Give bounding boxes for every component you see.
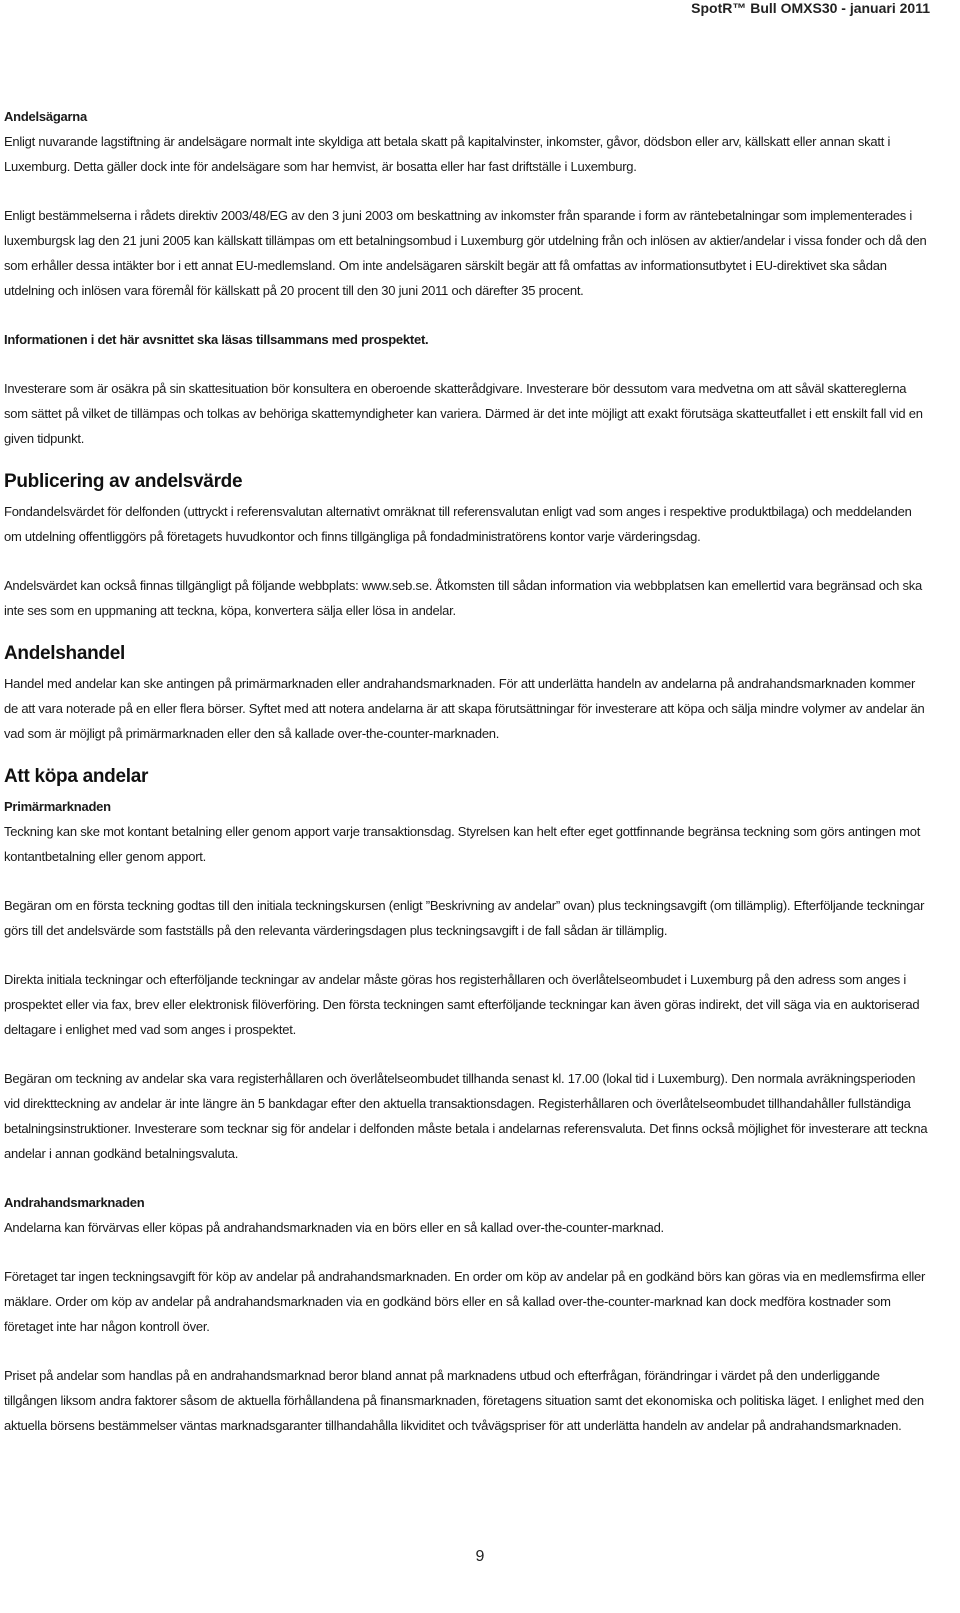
andelsagarna-paragraph-1: Enligt nuvarande lagstiftning är andelsägare normalt inte skyldiga att betala skatt på kapitalvinster, inkomster, gåvor, dödsbon eller arv, källskatt eller annan skatt i Luxemburg. Detta gäller dock inte för andelsägare som har hemvist, är bosatta eller har fast driftställe i Luxemburg. (4, 134, 891, 174)
publicering-paragraph-2: Andelsvärdet kan också finnas tillgängligt på följande webbplats: www.seb.se. Åtkomsten till sådan information via webbplatsen kan emellertid vara begränsad och ska inte ses som en uppmaning att teckna, köpa, konvertera sälja eller lösa in andelar. (4, 578, 922, 618)
publicering-heading: Publicering av andelsvärde (4, 471, 243, 492)
andrahandsmarknaden-paragraph-2: Företaget tar ingen teckningsavgift för köp av andelar på andrahandsmarknaden. En order om köp av andelar på en godkänd börs kan göras via en medlemsfirma eller mäklare. Order om köp av andelar på andrahandsmarknaden via en godkänd börs eller en så kallad over-the-counter-marknad kan dock medföra kostnader som företaget inte har någon kontroll över. (4, 1269, 926, 1334)
att-kopa-heading: Att köpa andelar (4, 766, 149, 787)
page-header: SpotR™ Bull OMXS30 - januari 2011 (691, 0, 930, 16)
page-number: 9 (475, 1548, 485, 1565)
andrahandsmarknaden-subheading: Andrahandsmarknaden (4, 1195, 145, 1210)
page-content (4, 104, 929, 1438)
andelsagarna-notice: Informationen i det här avsnittet ska läsas tillsammans med prospektet. (4, 332, 429, 347)
andelsagarna-paragraph-2: Enligt bestämmelserna i rådets direktiv 2003/48/EG av den 3 juni 2003 om beskattning av inkomster från sparande i form av räntebetalningar som implementerades i luxemburgsk lag den 21 juni 2005 kan källskatt tillämpas om ett betalningsombud i Luxemburg gör utdelning från och inlösen av aktier/andelar i vissa fonder och då den som erhåller dessa intäkter bor i ett annat EU-medlemsland. Om inte andelsägaren särskilt begär att få omfattas av informationsutbytet i EU-direktivet ska sådan utdelning och inlösen vara föremål för källskatt på 20 procent till den 30 juni 2011 och därefter 35 procent. (4, 208, 927, 298)
primarmarknaden-paragraph-1: Teckning kan ske mot kontant betalning eller genom apport varje transaktionsdag. Styrelsen kan helt efter eget gottfinnande begränsa teckning som görs antingen mot kontantbetalning eller genom apport. (4, 824, 921, 864)
andelshandel-paragraph-1: Handel med andelar kan ske antingen på primärmarknaden eller andrahandsmarknaden. För att underlätta handeln av andelarna på andrahandsmarknaden kommer de att vara noterade på en eller flera börser. Syftet med att notera andelarna är att skapa förutsättningar för investerare att köpa och sälja mindre volymer av andelar än vad som är möjligt på primärmarknaden eller den så kallade over-the-counter-marknaden. (4, 676, 925, 741)
primarmarknaden-paragraph-3: Direkta initiala teckningar och efterföljande teckningar av andelar måste göras hos registerhållaren och överlåtelseombudet i Luxemburg på den adress som anges i prospektet eller via fax, brev eller elektronisk filöverföring. Den första teckningen samt efterföljande teckningar kan även göras indirekt, det vill säga via en auktoriserad deltagare i enlighet med vad som anges i prospektet. (4, 972, 920, 1037)
andelsagarna-paragraph-4: Investerare som är osäkra på sin skattesituation bör konsultera en oberoende skatterådgivare. Investerare bör dessutom vara medvetna om att såväl skattereglerna som sättet på vilket de tillämpas och tolkas av behöriga skattemyndigheter kan variera. Därmed är det inte möjligt att exakt förutsäga skatteutfallet i ett enskilt fall vid en given tidpunkt. (4, 381, 923, 446)
primarmarknaden-paragraph-2: Begäran om en första teckning godtas till den initiala teckningskursen (enligt ”Beskrivning av andelar” ovan) plus teckningsavgift (om tillämplig). Efterföljande teckningar görs till det andelsvärde som fastställs på den relevanta värderingsdagen plus teckningsavgift i de fall sådan är tillämplig. (4, 898, 925, 938)
primarmarknaden-paragraph-4: Begäran om teckning av andelar ska vara registerhållaren och överlåtelseombudet tillhanda senast kl. 17.00 (lokal tid i Luxemburg). Den normala avräkningsperioden vid direktteckning av andelar är inte längre än 5 bankdagar efter den aktuella transaktionsdagen. Registerhållaren och överlåtelseombudet tillhandahåller fullständiga betalningsinstruktioner. Investerare som tecknar sig för andelar i delfonden måste betala i andelarnas referensvaluta. Det finns också möjlighet för investerare att teckna andelar i annan godkänd betalningsvaluta. (4, 1071, 928, 1161)
andelsagarna-heading: Andelsägarna (4, 109, 87, 124)
primarmarknaden-subheading: Primärmarknaden (4, 799, 111, 814)
andrahandsmarknaden-paragraph-1: Andelarna kan förvärvas eller köpas på andrahandsmarknaden via en börs eller en så kallad over-the-counter-marknad. (4, 1220, 664, 1235)
publicering-paragraph-1: Fondandelsvärdet för delfonden (uttryckt i referensvalutan alternativt omräknat till referensvalutan enligt vad som anges i respektive produktbilaga) och meddelanden om utdelning offentliggörs på företagets huvudkontor och finns tillgängliga på fondadministratörens kontor varje värderingsdag. (4, 504, 912, 544)
andrahandsmarknaden-paragraph-3: Priset på andelar som handlas på en andrahandsmarknad beror bland annat på marknadens utbud och efterfrågan, förändringar i värdet på den underliggande tillgången liksom andra faktorer såsom de aktuella förhållandena på finansmarknaden, företagens situation samt det ekonomiska och politiska läget. I enlighet med den aktuella börsens bestämmelser väntas marknadsgaranter tillhandahålla likviditet och tvåvägspriser för att underlätta handeln av andelar på andrahandsmarknaden. (4, 1368, 924, 1433)
andelshandel-heading: Andelshandel (4, 643, 125, 664)
